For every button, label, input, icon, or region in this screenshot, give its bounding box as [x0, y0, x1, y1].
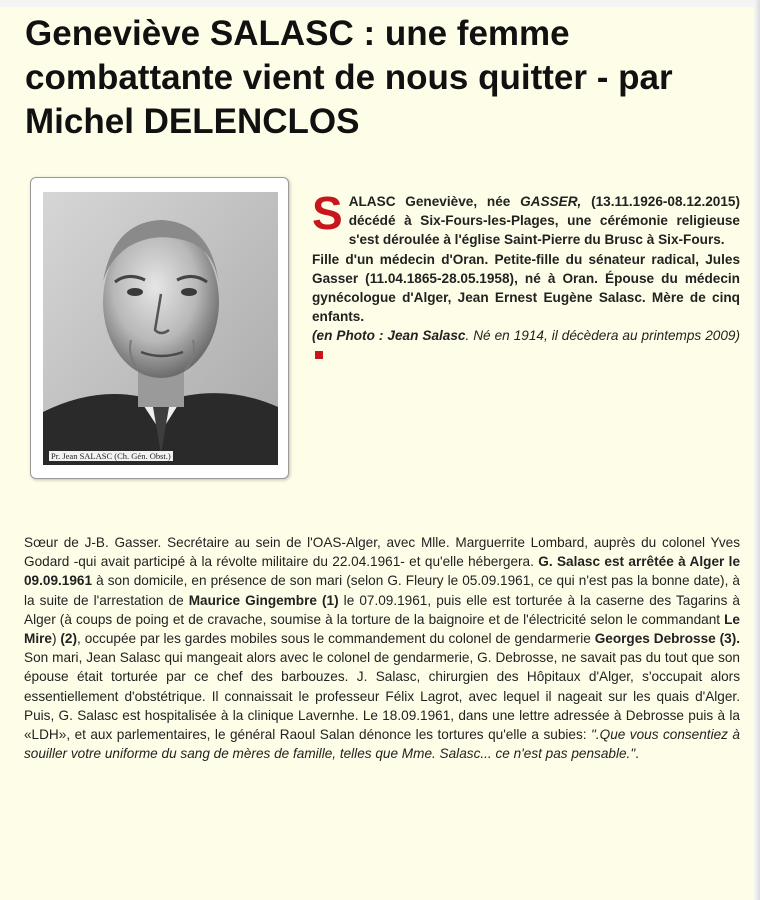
page-edge-shadow [754, 0, 760, 900]
portrait-illustration [43, 192, 278, 465]
body-quote: ".Que vous consentiez à souiller votre uniforme du sang de mères de famille, telles que Mme. Salasc... ce n'est pas pensable." [24, 727, 740, 762]
body-bold-arrest: G. Salasc est arrêtée à Alger le 09.09.1961 [24, 554, 740, 589]
intro-paragraph-2: Fille d'un médecin d'Oran. Petite-fille du sénateur radical, Jules Gasser (11.04.1865-28.05.1958), né à Oran. Épouse du médecin gynécologue d'Alger, Jean Ernest Eugène Salasc. Mère de cinq enfants. [312, 251, 740, 325]
photo-caption: Pr. Jean SALASC (Ch. Gén. Obst.) [51, 451, 171, 461]
body-bold-debrosse: Georges Debrosse (3). [594, 631, 740, 647]
body-text-6: Son mari, Jean Salasc qui mangeait alors avec le colonel de gendarmerie, G. Debrosse, ne savait pas du tout que son épouse était torturée par ce chef des barbouzes. J. Salasc, chirurgien des Hôpitaux d'Alger, s'occupait alors essentiellement d'obstétrique. Il connaissait le professeur Félix Lagrot, avec lequel il nageait sur les quais d'Alger. Puis, G. Salasc est hospitalisée à la clinique Lavernhe. Le 18.09.1961, dans une lettre adressée à Debrosse puis à la «LDH», et aux parlementaires, le général Raoul Salan dénonce les tortures qu'elle a subies: [24, 650, 740, 743]
intro-block [312, 187, 740, 365]
article-body [24, 533, 740, 763]
body-text-2: à son domicile, en présence de son mari (selon G. Fleury le 05.09.1961, ce qui n'est pas la bonne date), à la suite de l'arrestation de [24, 573, 740, 608]
body-text-4: ) [51, 631, 61, 647]
intro-name: ALASC Geneviève, née [348, 194, 521, 209]
top-strip [0, 0, 760, 7]
photo-note [312, 326, 740, 364]
body-bold-gingembre: Maurice Gingembre (1) [188, 592, 339, 608]
photo-note-text: . Né en 1914, il décèdera au printemps 2009) [465, 328, 740, 344]
body-paragraph [24, 533, 740, 763]
article-title: Geneviève SALASC : une femme combattante vient de nous quitter - par Michel DELENCLOS [25, 14, 673, 141]
intro-paragraph-1 [312, 187, 740, 250]
body-bold-note2: (2) [60, 631, 78, 647]
portrait-photo [43, 192, 278, 465]
drop-cap: S [312, 187, 343, 239]
photo-note-label: (en Photo : Jean Salasc [312, 328, 466, 344]
intro-dates: (13.11.1926-08.12.2015) décédé à Six-Fours-les-Plages, une cérémonie religieuse s'est déroulée à l'église Saint-Pierre du Brusc à Six-Fours. [348, 194, 740, 248]
body-bold-lemire: Le Mire [24, 611, 740, 647]
body-text-5: , occupée par les gardes mobiles sous le commandement du colonel de gendarmerie [77, 631, 595, 647]
body-text-1: Sœur de J-B. Gasser. Secrétaire au sein de l'OAS-Alger, avec Mlle. Marguerrite Lombard, auprès du colonel Yves Godard -qui avait participé à la révolte militaire du 22.04.1961- et qu'elle hébergera. [24, 535, 740, 570]
end-mark-icon [315, 351, 323, 359]
body-text-7: . [635, 746, 639, 762]
body-text-3: le 07.09.1961, puis elle est torturée à la caserne des Tagarins à Alger (à coups de poing et de cravache, soumise à la torture de la baignoire et de l'électricité selon le commandant [24, 592, 740, 627]
intro-maiden-name: GASSER, [520, 194, 582, 209]
photo-frame [30, 177, 289, 479]
